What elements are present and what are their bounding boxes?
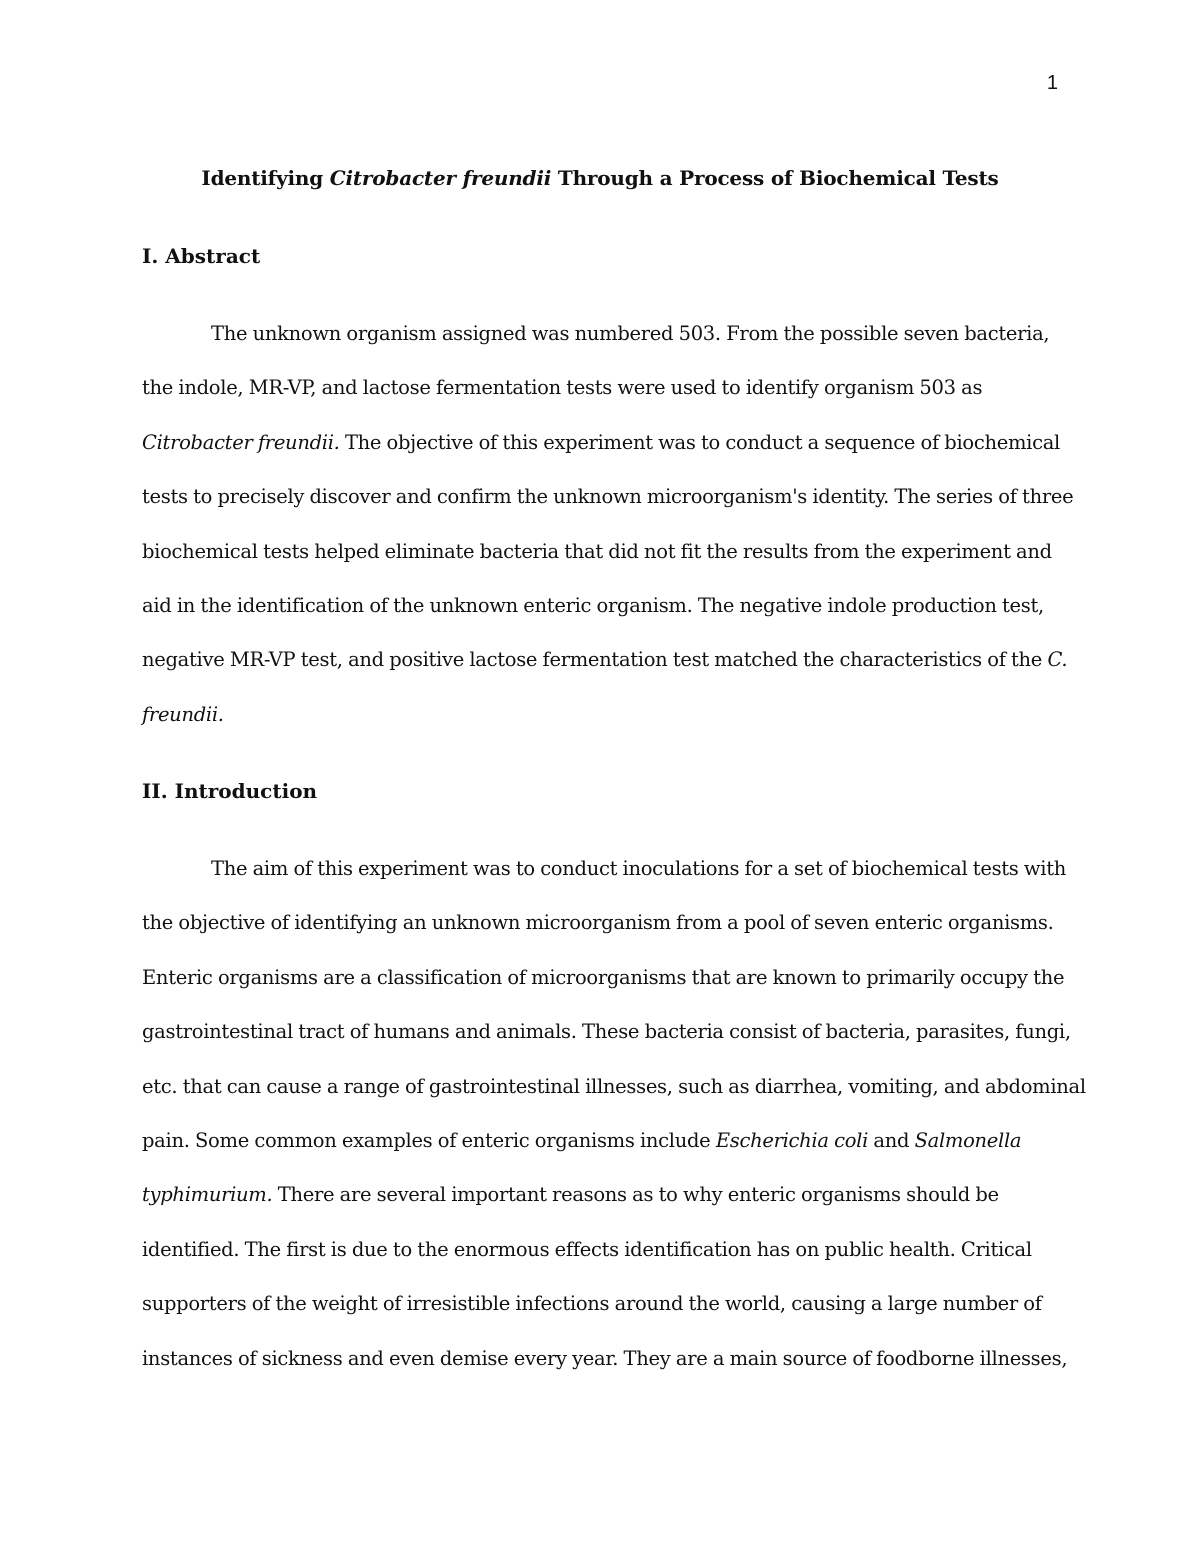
species-italic: Citrobacter freundii. xyxy=(142,430,340,454)
abstract-line: The unknown organism assigned was numbered 503. From the possible seven bacteria, xyxy=(211,322,1050,345)
abstract-line: the indole, MR-VP, and lactose fermentation tests were used to identify organism 503 as xyxy=(142,376,983,400)
abstract-line-text: The objective of this experiment was to conduct a sequence of biochemical xyxy=(339,430,1060,454)
intro-line xyxy=(142,1168,1082,1222)
intro-line: supporters of the weight of irresistible infections around the world, causing a large number of xyxy=(142,1292,1042,1316)
page-number: 1 xyxy=(1046,72,1058,94)
abstract-line xyxy=(142,416,1082,470)
species-italic: C. xyxy=(1047,648,1068,672)
abstract-line: aid in the identification of the unknown enteric organism. The negative indole production test, xyxy=(142,593,1044,617)
species-italic: Escherichia coli xyxy=(715,1128,869,1152)
abstract-line xyxy=(142,633,1082,687)
paper-title xyxy=(100,166,1100,190)
intro-line: instances of sickness and even demise every year. They are a main source of foodborne illnesses, xyxy=(142,1346,1068,1370)
abstract-line xyxy=(142,688,1082,742)
abstract-line: biochemical tests helped eliminate bacteria that did not fit the results from the experiment and xyxy=(142,539,1052,563)
abstract-paragraph xyxy=(142,307,1082,742)
title-part-1: Identifying xyxy=(201,166,330,190)
title-part-2: Through a Process of Biochemical Tests xyxy=(551,166,999,190)
intro-line xyxy=(142,1114,1082,1168)
intro-line: Enteric organisms are a classification of microorganisms that are known to primarily occupy the xyxy=(142,965,1065,989)
title-species-italic: Citrobacter freundii xyxy=(329,166,552,190)
intro-line: gastrointestinal tract of humans and animals. These bacteria consist of bacteria, parasites, fungi, xyxy=(142,1020,1071,1044)
intro-line: identified. The first is due to the enormous effects identification has on public health. Critical xyxy=(142,1237,1032,1261)
intro-line-text: There are several important reasons as to why enteric organisms should be xyxy=(272,1183,999,1207)
intro-line: the objective of identifying an unknown microorganism from a pool of seven enteric organisms. xyxy=(142,911,1054,935)
species-italic: Salmonella xyxy=(914,1128,1022,1152)
intro-line: The aim of this experiment was to conduct inoculations for a set of biochemical tests with xyxy=(211,857,1067,880)
abstract-line: tests to precisely discover and confirm the unknown microorganism's identity. The series of three xyxy=(142,485,1074,509)
intro-line: etc. that can cause a range of gastrointestinal illnesses, such as diarrhea, vomiting, and abdominal xyxy=(142,1074,1086,1098)
species-italic: typhimurium. xyxy=(142,1183,273,1207)
introduction-paragraph xyxy=(142,842,1086,1386)
intro-line-text: pain. Some common examples of enteric organisms include xyxy=(142,1128,716,1152)
intro-line-text: and xyxy=(868,1128,915,1152)
species-italic: freundii. xyxy=(142,702,224,726)
abstract-line-text: negative MR-VP test, and positive lactose fermentation test matched the characteristics of the xyxy=(142,648,1048,672)
introduction-heading: II. Introduction xyxy=(142,779,318,803)
abstract-heading: I. Abstract xyxy=(142,244,261,268)
